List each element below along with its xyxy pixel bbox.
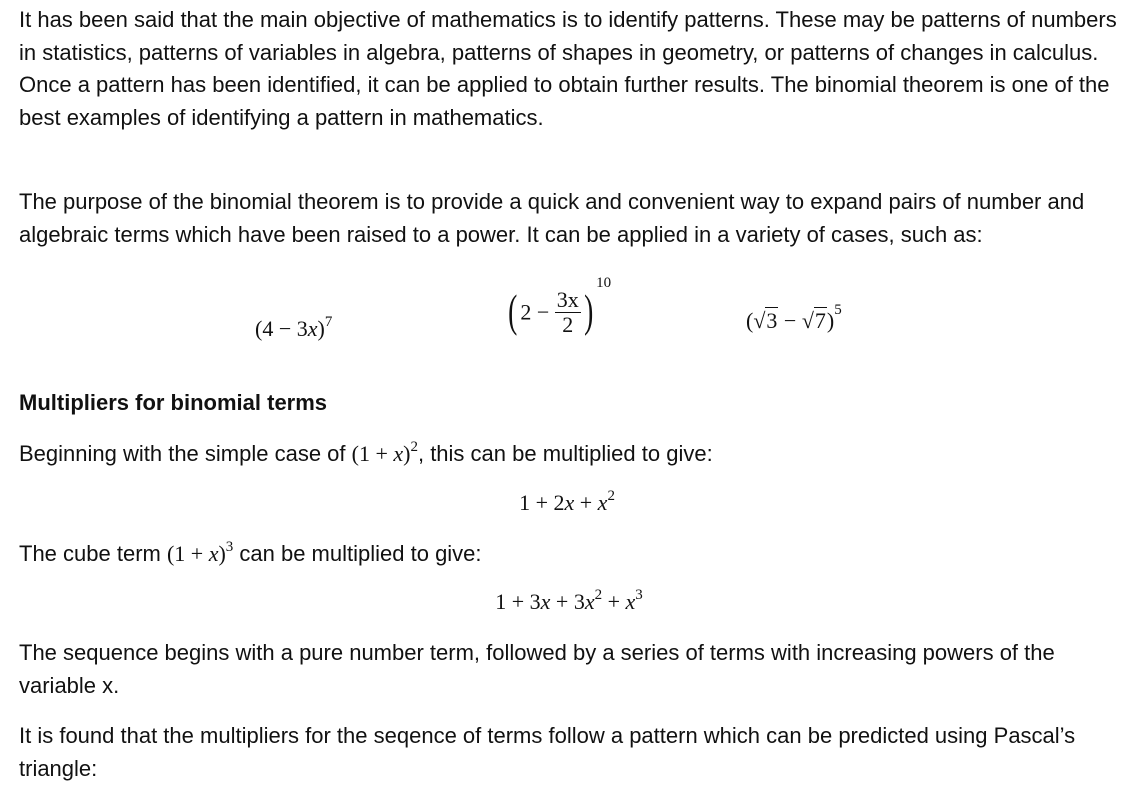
paragraph-intro: It has been said that the main objective of mathematics is to identify patterns. These may be patterns of numbers in statistics, patterns of variables in algebra, patterns of shapes in geometry, or patterns of changes in calculus. Once a pattern has been identified, it can be applied to obtain further results. The binomial theorem is one of the best examples of identifying a pattern in mathematics. (19, 7, 1117, 130)
fraction: $\frac{3x}{2}$ (556, 287, 579, 337)
paragraph-sequence: The sequence begins with a pure number term, followed by a series of terms with increasing powers of the variable x. (19, 640, 1055, 698)
example-expressions (19, 275, 1129, 368)
section-heading: Multipliers for binomial terms (19, 390, 328, 415)
paragraph-cube-case: The cube term $(1 + x)^3$ can be multiplied to give: (19, 538, 482, 566)
inline-math-cube: $(1 + x)^3$ (166, 538, 234, 566)
example-expression-2: ( 2 − $\frac{3x}{2}$ )$^{10}$ (508, 275, 612, 337)
equation-cube-expansion: $1 + 3x + 3x^2 + x^3$ (495, 586, 643, 614)
example-expression-1: $(4 - 3x)^7$ (255, 313, 333, 341)
paragraph-square-case: Beginning with the simple case of $(1 + x)^2$, this can be multiplied to give: (19, 438, 713, 466)
square-root: √3 (753, 308, 778, 333)
paragraph-purpose: The purpose of the binomial theorem is to provide a quick and convenient way to expand pairs of number and algebraic terms which have been raised to a power. It can be applied in a variety of cases, such as: (19, 189, 1085, 247)
inline-math-square: $(1 + x)^2$ (351, 438, 418, 466)
example-expression-3: $(√3 - √7)^5$ (746, 301, 842, 333)
square-root: √7 (801, 308, 826, 333)
paragraph-pascal: It is found that the multipliers for the seqence of terms follow a pattern which can be predicted using Pascal’s triangle: (19, 723, 1076, 781)
equation-square-expansion: $1 + 2x + x^2$ (519, 487, 615, 515)
